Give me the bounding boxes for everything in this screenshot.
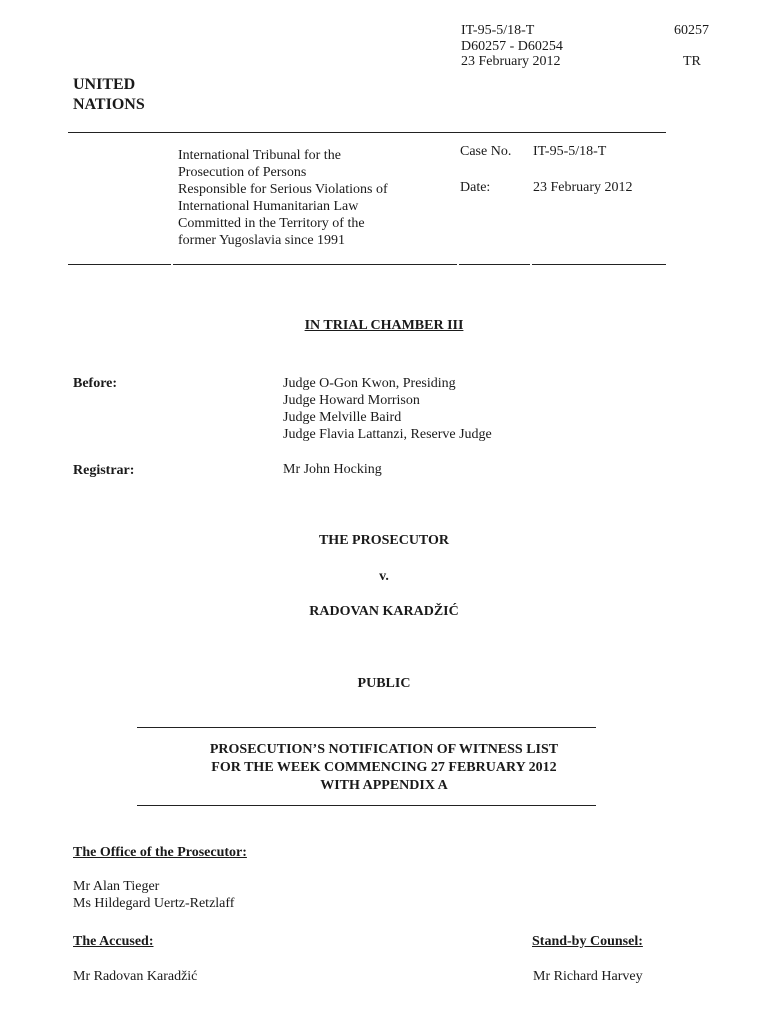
counsel-name: Ms Hildegard Uertz-Retzlaff <box>73 896 235 911</box>
chamber-heading: IN TRIAL CHAMBER III <box>304 318 464 333</box>
prosecutor-party: THE PROSECUTOR <box>318 533 450 548</box>
registrar-label: Registrar: <box>73 463 135 478</box>
date-label: Date: <box>460 180 491 195</box>
stamp-date: 23 February 2012 <box>461 54 561 69</box>
tribunal-line: Prosecution of Persons <box>178 165 307 180</box>
accused-name: Mr Radovan Karadžić <box>73 969 198 984</box>
org-name <box>73 75 145 115</box>
tribunal-name <box>178 147 388 249</box>
accused-heading: The Accused: <box>73 934 154 949</box>
doc-title-line: PROSECUTION’S NOTIFICATION OF WITNESS LIST <box>209 742 559 757</box>
office-names <box>73 878 234 912</box>
versus: v. <box>379 569 389 584</box>
registrar-name: Mr John Hocking <box>283 462 382 477</box>
stamp-case-ref: IT-95-5/18-T <box>461 23 535 38</box>
classification: PUBLIC <box>357 676 411 691</box>
judge-item: Judge Howard Morrison <box>283 393 420 408</box>
office-heading: The Office of the Prosecutor: <box>73 845 247 860</box>
tribunal-line: International Tribunal for the <box>178 148 341 163</box>
tribunal-line: Responsible for Serious Violations of <box>178 182 388 197</box>
judge-item: Judge Melville Baird <box>283 410 402 425</box>
tribunal-line: former Yugoslavia since 1991 <box>178 233 346 248</box>
judge-item: Judge O-Gon Kwon, Presiding <box>283 376 456 391</box>
header-bottom-rule <box>173 264 457 265</box>
case-no-value: IT-95-5/18-T <box>533 144 607 159</box>
tribunal-line: Committed in the Territory of the <box>178 216 365 231</box>
case-no-label: Case No. <box>460 144 512 159</box>
title-bottom-rule <box>137 805 596 806</box>
org-name-line2: NATIONS <box>73 96 145 113</box>
tribunal-line: International Humanitarian Law <box>178 199 359 214</box>
judge-item: Judge Flavia Lattanzi, Reserve Judge <box>283 427 492 442</box>
standby-name: Mr Richard Harvey <box>533 969 643 984</box>
date-value: 23 February 2012 <box>533 180 633 195</box>
stamp-code: TR <box>683 54 701 69</box>
doc-title-line: WITH APPENDIX A <box>320 778 448 793</box>
stamp-page-number: 60257 <box>674 23 709 38</box>
org-name-line1: UNITED <box>73 76 136 93</box>
accused-party: RADOVAN KARADŽIĆ <box>309 604 459 619</box>
standby-heading: Stand-by Counsel: <box>532 934 643 949</box>
title-top-rule <box>137 727 596 728</box>
before-label: Before: <box>73 376 118 391</box>
header-top-rule <box>68 132 666 133</box>
header-bottom-rule <box>459 264 530 265</box>
doc-title-line: FOR THE WEEK COMMENCING 27 FEBRUARY 2012 <box>211 760 557 775</box>
header-bottom-rule <box>532 264 666 265</box>
header-bottom-rule <box>68 264 171 265</box>
judges-list <box>283 375 492 443</box>
counsel-name: Mr Alan Tieger <box>73 879 160 894</box>
stamp-page-range: D60257 - D60254 <box>461 39 563 54</box>
